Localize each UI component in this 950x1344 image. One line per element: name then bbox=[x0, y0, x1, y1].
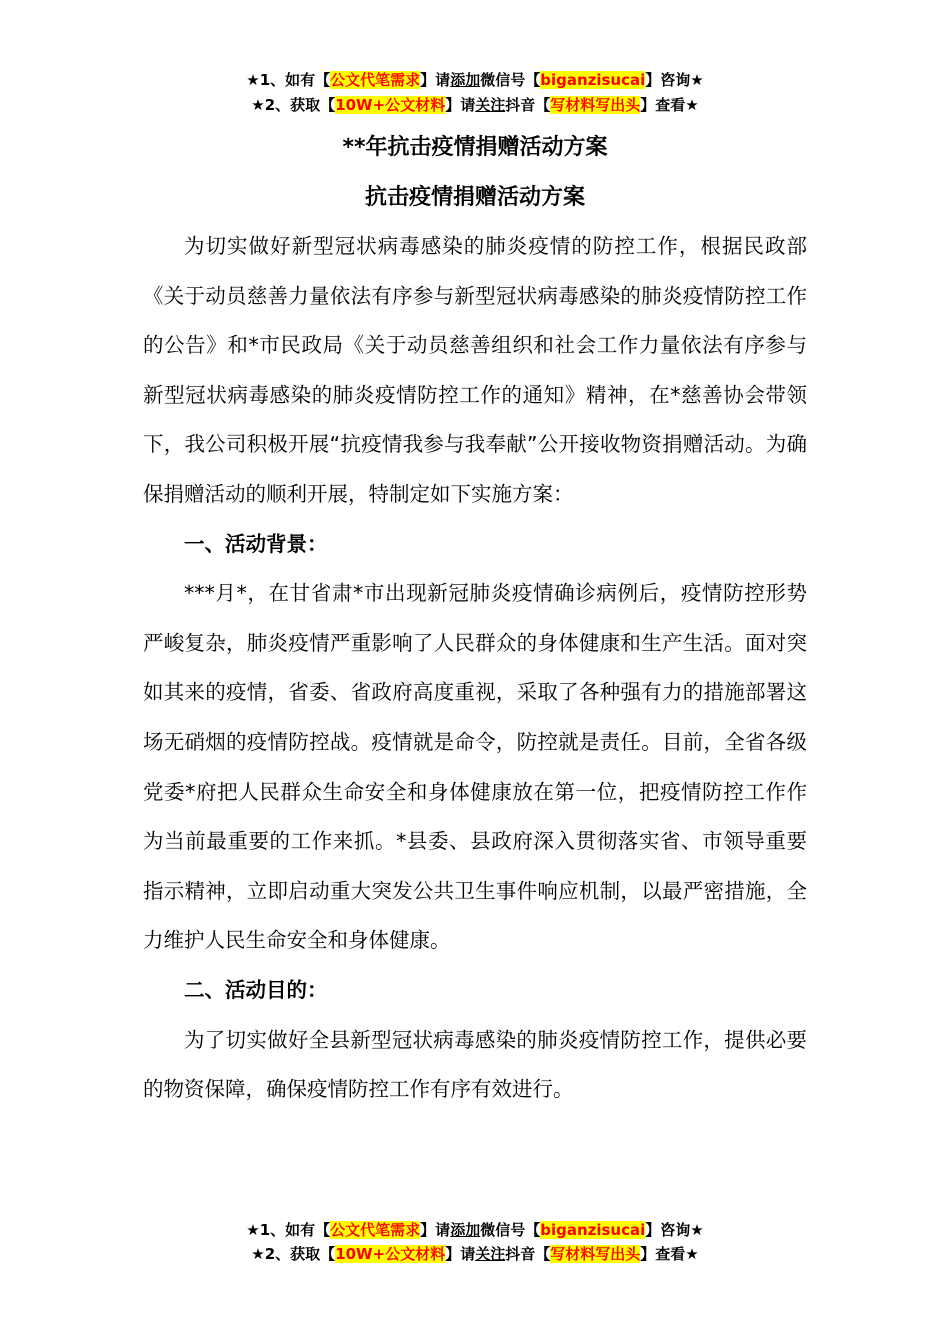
promo-douyin-id: 写材料写出头 bbox=[550, 1245, 641, 1263]
intro-paragraph: 为切实做好新型冠状病毒感染的肺炎疫情的防控工作，根据民政部《关于动员慈善力量依法有序参与新型冠状病毒感染的肺炎疫情防控工作的公告》和*市民政局《关于动员慈善组织和社会工作力量依法有序参与新型冠状病毒感染的肺炎疫情防控工作的通知》精神，在*慈善协会带领下，我公司积极开展“抗疫情我参与我奉献”公开接收物资捐赠活动。为确保捐赠活动的顺利开展，特制定如下实施方案： bbox=[143, 234, 807, 506]
promo-text: ★1、如有【 bbox=[246, 71, 331, 89]
promo-text: 微信号【 bbox=[480, 71, 541, 89]
promo-highlight: 10W+公文材料 bbox=[335, 96, 446, 114]
promo-text: 抖音【 bbox=[505, 1245, 551, 1263]
promo-text: 】咨询★ bbox=[645, 1221, 704, 1239]
footer-promo-line-1 bbox=[0, 1218, 950, 1242]
header-promo-line-2 bbox=[0, 93, 950, 117]
promo-text: 】查看★ bbox=[640, 96, 699, 114]
promo-text: ★2、获取【 bbox=[251, 1245, 336, 1263]
footer-promo-line-2 bbox=[0, 1242, 950, 1266]
promo-underlined: 关注 bbox=[475, 96, 506, 114]
purpose-paragraph: 为了切实做好全县新型冠状病毒感染的肺炎疫情防控工作，提供必要的物资保障，确保疫情防控工作有序有效进行。 bbox=[143, 1027, 807, 1102]
promo-underlined: 添加 bbox=[450, 71, 481, 89]
promo-wechat-id: biganzisucai bbox=[540, 1221, 646, 1239]
header-promo-line-1 bbox=[0, 68, 950, 92]
promo-text: 】请 bbox=[420, 1221, 451, 1239]
promo-underlined: 添加 bbox=[450, 1221, 481, 1239]
promo-text: 】咨询★ bbox=[645, 71, 704, 89]
promo-text: 】请 bbox=[420, 71, 451, 89]
promo-text: 微信号【 bbox=[480, 1221, 541, 1239]
promo-wechat-id: biganzisucai bbox=[540, 71, 646, 89]
promo-text: 】请 bbox=[445, 96, 476, 114]
promo-highlight: 公文代笔需求 bbox=[330, 1221, 421, 1239]
promo-highlight: 公文代笔需求 bbox=[330, 71, 421, 89]
section-heading-purpose: 二、活动目的： bbox=[184, 977, 328, 1002]
background-paragraph: ***月*，在甘省肃*市出现新冠肺炎疫情确诊病例后，疫情防控形势严峻复杂，肺炎疫情严重影响了人民群众的身体健康和生产生活。面对突如其来的疫情，省委、省政府高度重视，采取了各种强有力的措施部署这场无硝烟的疫情防控战。疫情就是命令，防控就是责任。目前，全省各级党委*府把人民群众生命安全和身体健康放在第一位，把疫情防控工作作为当前最重要的工作来抓。*县委、县政府深入贯彻落实省、市领导重要指示精神，立即启动重大突发公共卫生事件响应机制，以最严密措施，全力维护人民生命安全和身体健康。 bbox=[143, 581, 807, 953]
promo-text: 】查看★ bbox=[640, 1245, 699, 1263]
document-subtitle: 抗击疫情捐赠活动方案 bbox=[364, 185, 585, 210]
document-body bbox=[143, 222, 807, 1115]
document-title: **年抗击疫情捐赠活动方案 bbox=[342, 135, 608, 160]
promo-highlight: 10W+公文材料 bbox=[335, 1245, 446, 1263]
promo-text: 抖音【 bbox=[505, 96, 551, 114]
promo-underlined: 关注 bbox=[475, 1245, 506, 1263]
promo-text: 】请 bbox=[445, 1245, 476, 1263]
promo-text: ★1、如有【 bbox=[246, 1221, 331, 1239]
promo-text: ★2、获取【 bbox=[251, 96, 336, 114]
section-heading-background: 一、活动背景： bbox=[184, 531, 328, 556]
promo-douyin-id: 写材料写出头 bbox=[550, 96, 641, 114]
